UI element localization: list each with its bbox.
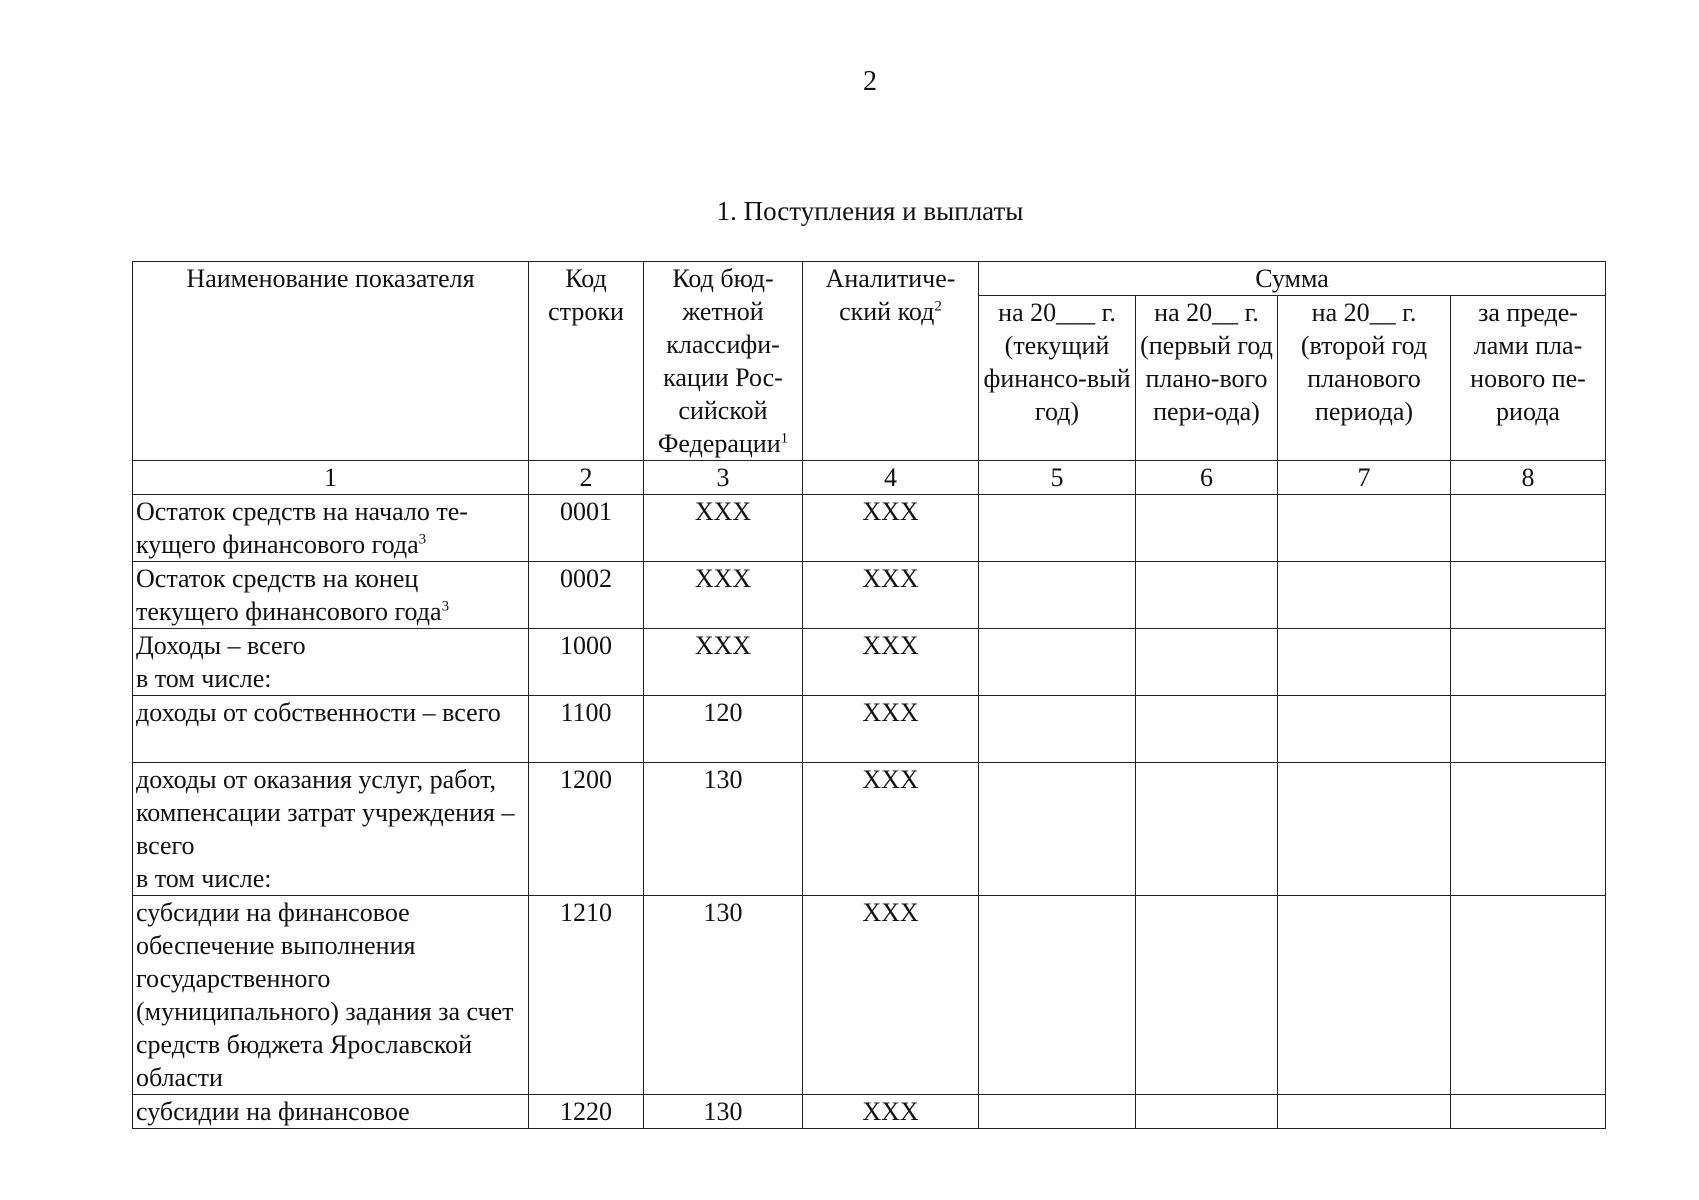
receipts-payments-table [132, 261, 1606, 1129]
header-second-planning-year: на 20__ г. (второй год планового периода) [1278, 296, 1451, 461]
table-row [133, 629, 1606, 696]
column-number: 8 [1451, 461, 1606, 495]
sum-current-year-cell [979, 1095, 1136, 1129]
sum-first-planning-year-cell [1136, 562, 1278, 629]
table-row [133, 696, 1606, 763]
column-number: 5 [979, 461, 1136, 495]
indicator-name-cell [133, 1095, 529, 1129]
header-budget-classification-code [644, 262, 803, 461]
indicator-name-text: субсидии на финансовое [136, 1097, 410, 1126]
line-code-cell: 1200 [529, 763, 644, 896]
indicator-name-text: Остаток средств на конец текущего финансового года [136, 564, 442, 626]
sum-second-planning-year-cell [1278, 696, 1451, 763]
analytic-code-cell: XXX [803, 763, 979, 896]
analytic-code-cell: XXX [803, 696, 979, 763]
budget-code-cell: 130 [644, 1095, 803, 1129]
header-first-planning-year: на 20__ г. (первый год плано-вого пери-ода) [1136, 296, 1278, 461]
column-number: 7 [1278, 461, 1451, 495]
footnote-mark-2: 2 [934, 298, 942, 315]
sum-beyond-planning-cell [1451, 495, 1606, 562]
line-code-cell: 1000 [529, 629, 644, 696]
indicator-name-cell [133, 562, 529, 629]
table-body [133, 495, 1606, 1129]
column-number: 2 [529, 461, 644, 495]
table-row [133, 896, 1606, 1095]
budget-code-cell: XXX [644, 562, 803, 629]
sum-second-planning-year-cell [1278, 562, 1451, 629]
sum-beyond-planning-cell [1451, 763, 1606, 896]
line-code-cell: 1100 [529, 696, 644, 763]
sum-first-planning-year-cell [1136, 629, 1278, 696]
sum-current-year-cell [979, 763, 1136, 896]
analytic-code-cell: XXX [803, 1095, 979, 1129]
header-current-year: на 20___ г. (текущий финансо-вый год) [979, 296, 1136, 461]
section-title: 1. Поступления и выплаты [716, 196, 1024, 226]
line-code-cell: 0002 [529, 562, 644, 629]
indicator-name-cell [133, 696, 529, 763]
indicator-name-cell [133, 763, 529, 896]
sum-beyond-planning-cell [1451, 1095, 1606, 1129]
column-number: 3 [644, 461, 803, 495]
line-code-cell: 1210 [529, 896, 644, 1095]
sum-first-planning-year-cell [1136, 763, 1278, 896]
budget-code-cell: 130 [644, 896, 803, 1095]
sum-beyond-planning-cell [1451, 696, 1606, 763]
budget-code-cell: 120 [644, 696, 803, 763]
sum-second-planning-year-cell [1278, 629, 1451, 696]
sum-beyond-planning-cell [1451, 629, 1606, 696]
table-row [133, 562, 1606, 629]
sum-current-year-cell [979, 696, 1136, 763]
header-analytic-code-text: Аналитиче-ский код [825, 264, 956, 326]
sum-second-planning-year-cell [1278, 495, 1451, 562]
header-indicator-name: Наименование показателя [133, 262, 529, 461]
indicator-name-cell [133, 896, 529, 1095]
indicator-name-cell [133, 495, 529, 562]
sum-first-planning-year-cell [1136, 896, 1278, 1095]
sum-second-planning-year-cell [1278, 763, 1451, 896]
sum-current-year-cell [979, 495, 1136, 562]
indicator-name-text: субсидии на финансовое обеспечение выполнения государственного (муниципального) задания за счет средств бюджета Ярославской области [136, 898, 514, 1092]
table-row [133, 495, 1606, 562]
header-analytic-code [803, 262, 979, 461]
analytic-code-cell: XXX [803, 562, 979, 629]
analytic-code-cell: XXX [803, 495, 979, 562]
analytic-code-cell: XXX [803, 896, 979, 1095]
sum-current-year-cell [979, 629, 1136, 696]
budget-code-cell: XXX [644, 495, 803, 562]
sum-current-year-cell [979, 896, 1136, 1095]
sum-first-planning-year-cell [1136, 1095, 1278, 1129]
line-code-cell: 0001 [529, 495, 644, 562]
column-number: 1 [133, 461, 529, 495]
table-row [133, 763, 1606, 896]
indicator-name-cell [133, 629, 529, 696]
sum-beyond-planning-cell [1451, 896, 1606, 1095]
analytic-code-cell: XXX [803, 629, 979, 696]
footnote-mark-3: 3 [441, 598, 450, 615]
indicator-name-text: Остаток средств на начало те-кущего финансового года [136, 497, 468, 559]
header-sum-group: Сумма [979, 262, 1606, 296]
table-row [133, 1095, 1606, 1129]
indicator-name-text: доходы от собственности – всего [136, 698, 501, 727]
footnote-mark-3: 3 [418, 531, 427, 548]
sum-first-planning-year-cell [1136, 696, 1278, 763]
header-budget-classification-text: Код бюд-жетной классифи-кации Рос-сийской Федерации [657, 264, 783, 458]
indicator-name-text: Доходы – всего в том числе: [136, 631, 306, 693]
header-line-code: Код строки [529, 262, 644, 461]
sum-first-planning-year-cell [1136, 495, 1278, 562]
line-code-cell: 1220 [529, 1095, 644, 1129]
sum-current-year-cell [979, 562, 1136, 629]
budget-code-cell: 130 [644, 763, 803, 896]
header-beyond-planning-period: за преде-лами пла-нового пе-риода [1451, 296, 1606, 461]
column-number: 6 [1136, 461, 1278, 495]
sum-second-planning-year-cell [1278, 896, 1451, 1095]
column-number: 4 [803, 461, 979, 495]
footnote-mark-1: 1 [780, 430, 789, 447]
page-number: 2 [863, 66, 877, 97]
sum-beyond-planning-cell [1451, 562, 1606, 629]
indicator-name-text: доходы от оказания услуг, работ, компенсации затрат учреждения – всего в том числе: [136, 765, 515, 893]
budget-code-cell: XXX [644, 629, 803, 696]
sum-second-planning-year-cell [1278, 1095, 1451, 1129]
